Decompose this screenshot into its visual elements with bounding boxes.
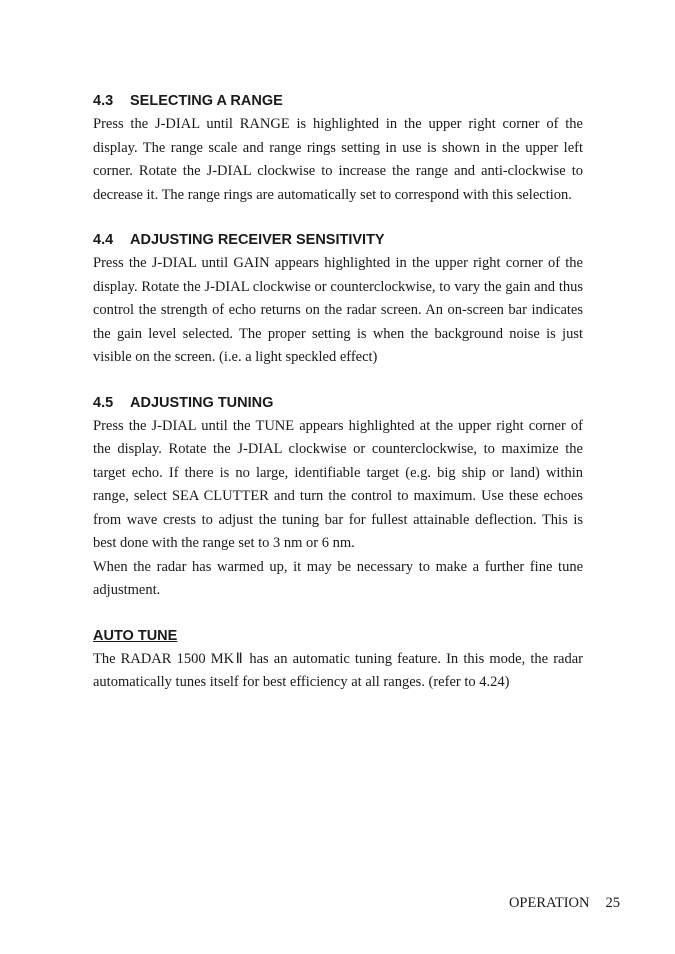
section-heading [93,229,583,252]
section-title: AUTO TUNE [93,627,178,644]
section-auto-tune [93,625,583,695]
page-number: 25 [605,895,620,911]
section-heading [93,392,583,415]
section-paragraph: Press the J-DIAL until the TUNE appears highlighted at the upper right corner of the display. Rotate the J-DIAL clockwise or counterclockwise, to maximize the target echo. If there is no large, identifiable target (e.g. big ship or land) within range, select SEA CLUTTER and turn the control to maximum. Use these echoes from wave crests to adjust the tuning bar for fullest attainable deflection. This is best done with the range set to 3 nm or 6 nm. [93,417,583,551]
section-number: 4.3 [93,93,114,109]
document-body [93,90,583,717]
section-heading [93,90,583,113]
section-adjusting-tuning [93,392,583,603]
section-paragraph: Press the J-DIAL until RANGE is highlighted in the upper right corner of the display. The range scale and range rings setting in use is shown in the upper left corner. Rotate the J-DIAL clockwise to increase the range and anti-clockwise to decrease it. The range rings are automatically set to correspond with this selection. [93,116,583,203]
section-selecting-range [93,90,583,207]
section-title: ADJUSTING TUNING [130,394,274,411]
section-paragraph: Press the J-DIAL until GAIN appears highlighted in the upper right corner of the display. Rotate the J-DIAL clockwise or counterclockwise, to vary the gain and thus control the strength of echo returns on the radar screen. An on-screen bar indicates the gain level selected. The proper setting is when the background noise is just visible on the screen. (i.e. a light speckled effect) [93,255,583,365]
section-title: SELECTING A RANGE [130,93,283,109]
section-paragraph: When the radar has warmed up, it may be necessary to make a further fine tune adjustment. [93,558,583,598]
section-heading [93,625,583,648]
section-receiver-sensitivity [93,229,583,370]
section-number: 4.4 [93,232,114,248]
page-footer [380,892,620,914]
section-number: 4.5 [93,394,114,411]
section-paragraph: The RADAR 1500 MKⅡ has an automatic tuning feature. In this mode, the radar automatically tunes itself for best efficiency at all ranges. (refer to 4.24) [93,650,583,690]
footer-chapter: OPERATION [508,895,590,911]
section-title: ADJUSTING RECEIVER SENSITIVITY [130,232,385,248]
